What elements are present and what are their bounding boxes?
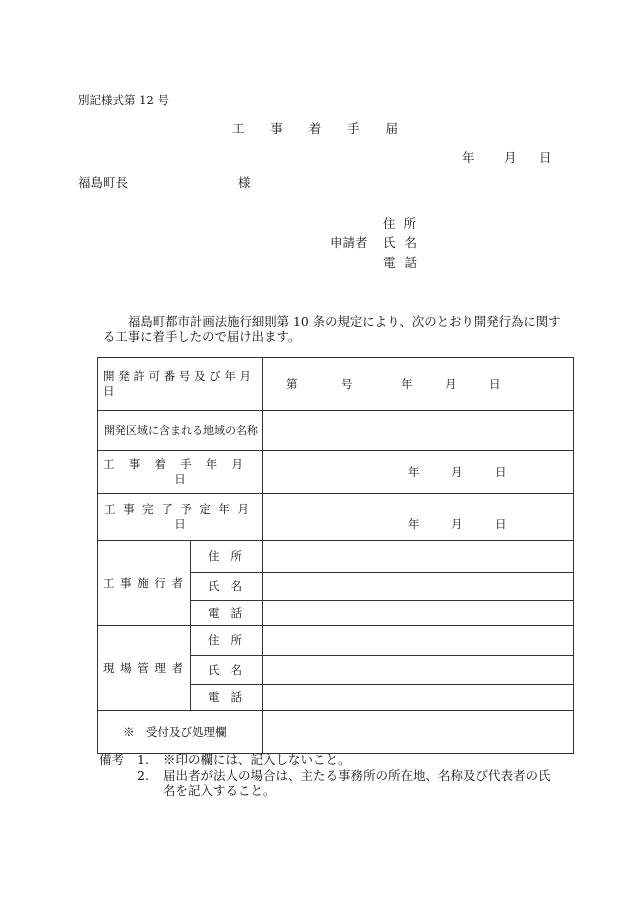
site-manager-group-label: 現 場 管 理 者 xyxy=(103,660,183,675)
permit-label-cell xyxy=(98,358,263,411)
contractor-address-label: 住 所 xyxy=(208,549,242,563)
contractor-group-label: 工 事 施 行 者 xyxy=(103,575,183,590)
table-row-contractor-address xyxy=(98,541,574,573)
contractor-address-value-cell xyxy=(263,541,574,573)
notes-heading: 備考 xyxy=(99,752,125,767)
note-1-number: 1. xyxy=(137,752,149,767)
note-2-text-line2: 名を記入すること。 xyxy=(163,783,276,798)
submission-date xyxy=(462,151,552,165)
manager-phone-label-cell xyxy=(191,685,263,711)
contractor-name-label: 氏 名 xyxy=(208,579,242,593)
contractor-name-value-cell xyxy=(263,573,574,601)
manager-phone-value-cell xyxy=(263,685,574,711)
completion-date-label-line2: 日 xyxy=(174,517,186,531)
table-row-completion-date xyxy=(98,494,574,541)
addressee-name: 福島町長 xyxy=(78,175,129,190)
applicant-address-label: 住 所 xyxy=(383,216,416,231)
start-date-label-line1: 工 事 着 手 年 月 xyxy=(103,457,243,471)
completion-date-value-cell xyxy=(263,494,574,541)
intro-text-line2: る工事に着手したので届け出ます。 xyxy=(103,329,301,344)
start-date-label-cell xyxy=(98,451,263,494)
table-row-manager-address xyxy=(98,626,574,656)
start-date-label-line2: 日 xyxy=(174,472,186,486)
contractor-phone-label: 電 話 xyxy=(208,605,242,620)
contractor-group-cell xyxy=(98,541,191,626)
contractor-phone-value-cell xyxy=(263,601,574,626)
completion-date-label-line1: 工 事 完 了 予 定 年 月 xyxy=(104,502,249,516)
date-day-label: 日 xyxy=(539,150,552,165)
note-2-number: 2. xyxy=(137,768,149,783)
start-month-label: 月 xyxy=(451,465,463,479)
manager-phone-label: 電 話 xyxy=(208,690,242,704)
reception-value-cell xyxy=(263,711,574,754)
form-number: 別記様式第 12 号 xyxy=(78,93,169,107)
contractor-name-label-cell xyxy=(191,573,263,601)
applicant-label: 申請者 xyxy=(330,235,368,250)
intro-text-line1: 福島町都市計画法施行細則第 10 条の規定により、次のとおり開発行為に関す xyxy=(128,314,561,329)
note-2-text-line1: 届出者が法人の場合は、主たる事務所の所在地、名称及び代表者の氏 xyxy=(163,768,551,783)
table-row-permit xyxy=(98,358,574,411)
start-date-value-cell xyxy=(263,451,574,494)
manager-address-value-cell xyxy=(263,626,574,656)
completion-month-label: 月 xyxy=(451,517,463,531)
form-title: 工 事 着 手 届 xyxy=(232,121,398,136)
permit-month-label: 月 xyxy=(445,377,457,391)
manager-name-label-cell xyxy=(191,656,263,685)
completion-day-label: 日 xyxy=(495,517,507,531)
permit-day-label: 日 xyxy=(489,377,501,391)
applicant-name-label: 氏 名 xyxy=(383,235,417,250)
reception-label: ※ 受付及び処理欄 xyxy=(98,711,263,754)
permit-label-line1: 開 発 許 可 番 号 及 び 年 月 xyxy=(103,369,251,383)
start-day-label: 日 xyxy=(495,465,507,479)
area-name-label: 開発区域に含まれる地域の名称 xyxy=(98,411,263,451)
completion-year-label: 年 xyxy=(408,517,420,531)
applicant-phone-label: 電 話 xyxy=(383,255,417,270)
area-name-value-cell xyxy=(263,411,574,451)
permit-number-suffix: 号 xyxy=(341,377,353,391)
date-year-label: 年 xyxy=(462,150,475,165)
manager-address-label: 住 所 xyxy=(208,633,242,647)
table-row-reception xyxy=(98,711,574,754)
contractor-phone-label-cell xyxy=(191,601,263,626)
addressee-honorific: 様 xyxy=(238,175,251,190)
table-row-area-name xyxy=(98,411,574,451)
manager-name-label: 氏 名 xyxy=(208,662,242,677)
completion-date-label-cell xyxy=(98,494,263,541)
site-manager-group-cell xyxy=(98,626,191,711)
permit-label-line2: 日 xyxy=(103,384,115,398)
table-row-start-date xyxy=(98,451,574,494)
start-year-label: 年 xyxy=(408,465,420,479)
permit-number-prefix: 第 xyxy=(286,377,298,391)
notification-table xyxy=(97,357,574,754)
manager-address-label-cell xyxy=(191,626,263,656)
permit-value-cell xyxy=(263,358,574,411)
date-month-label: 月 xyxy=(504,150,517,165)
contractor-address-label-cell xyxy=(191,541,263,573)
note-1-text: ※印の欄には、記入しないこと。 xyxy=(163,752,351,767)
manager-name-value-cell xyxy=(263,656,574,685)
permit-year-label: 年 xyxy=(401,377,413,391)
